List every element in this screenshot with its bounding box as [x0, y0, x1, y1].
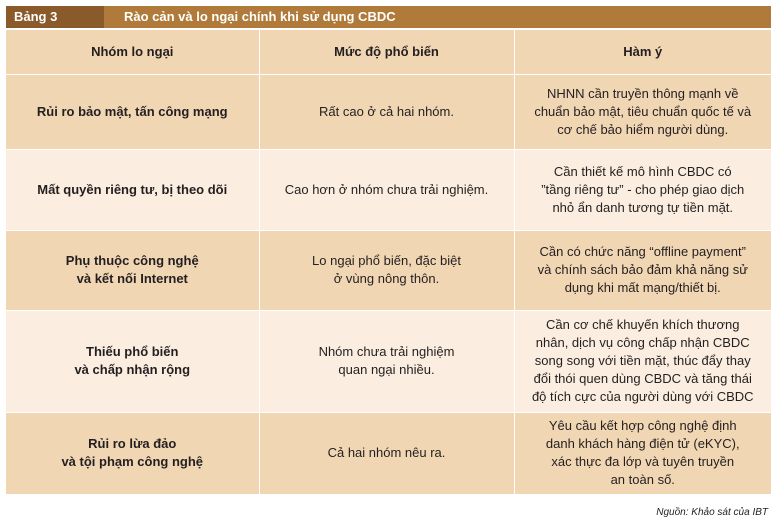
cell-line: Cần có chức năng “offline payment” [539, 244, 746, 259]
table-title: Rào cản và lo ngại chính khi sử dụng CBDC [124, 9, 396, 24]
barriers-table [6, 30, 771, 495]
prevalence-cell [259, 230, 514, 310]
prevalence-cell [259, 74, 514, 149]
table-row [6, 310, 771, 412]
cell-line: Thiếu phổ biến [86, 344, 179, 359]
cell-line: và chấp nhận rộng [74, 362, 191, 377]
cell-line: cơ chế bảo hiểm người dùng. [557, 121, 729, 137]
implication-cell [514, 149, 771, 230]
table-row [6, 412, 771, 494]
table-row [6, 230, 771, 310]
prevalence-cell [259, 310, 514, 412]
cell-line: và chính sách bảo đảm khả năng sử [537, 262, 748, 277]
cell-line: dụng khi mất mạng/thiết bị. [564, 280, 721, 295]
cell-line: Rủi ro lừa đảo [88, 436, 177, 451]
prevalence-cell [259, 149, 514, 230]
cell-line: và kết nối Internet [76, 271, 188, 286]
cell-line: Lo ngại phổ biến, đặc biệt [312, 253, 461, 268]
cell-line: nhỏ ẩn danh tương tự tiền mặt. [552, 199, 734, 215]
concern-group-cell [6, 149, 259, 230]
cell-line: NHNN cần truyền thông mạnh về [547, 85, 739, 101]
implication-cell [514, 230, 771, 310]
cell-line: đổi thói quen dùng CBDC và tăng thái [533, 371, 752, 386]
cell-line: ”tầng riêng tư” - cho phép giao dịch [541, 181, 745, 197]
cell-line: và tội phạm công nghệ [61, 454, 204, 469]
table-header-row [6, 30, 771, 74]
table-row [6, 74, 771, 149]
source-note: Nguồn: Khảo sát của IBT [656, 507, 768, 518]
table-title-bar [6, 6, 771, 28]
implication-cell [514, 74, 771, 149]
cell-line: ở vùng nông thôn. [333, 271, 440, 286]
concern-group-cell [6, 412, 259, 494]
cell-line: độ tích cực của người dùng với CBDC [531, 389, 754, 404]
header-prevalence: Mức độ phổ biến [259, 30, 514, 74]
cell-line: Mất quyền riêng tư, bị theo dõi [37, 181, 228, 197]
cell-line: song song với tiền mặt, thúc đẩy thay [534, 353, 751, 368]
concern-group-cell [6, 230, 259, 310]
cell-line: Cả hai nhóm nêu ra. [327, 445, 446, 460]
cell-line: nhân, dịch vụ công chấp nhận CBDC [535, 335, 750, 350]
cell-line: Nhóm chưa trải nghiệm [318, 344, 455, 359]
cell-line: Rủi ro bảo mật, tấn công mạng [36, 103, 228, 119]
table-number-label: Bảng 3 [6, 6, 104, 28]
concern-group-cell [6, 74, 259, 149]
cell-line: Cần thiết kế mô hình CBDC có [553, 163, 732, 179]
cell-line: Cần cơ chế khuyến khích thương [546, 317, 740, 332]
table-row [6, 149, 771, 230]
concern-group-cell [6, 310, 259, 412]
cell-line: danh khách hàng điện tử (eKYC), [545, 436, 740, 451]
cell-line: Yêu cầu kết hợp công nghệ định [548, 418, 737, 433]
cell-line: quan ngại nhiều. [338, 362, 435, 377]
prevalence-cell [259, 412, 514, 494]
implication-cell [514, 412, 771, 494]
cell-line: Rất cao ở cả hai nhóm. [319, 103, 454, 119]
implication-cell [514, 310, 771, 412]
header-concern-group: Nhóm lo ngại [6, 30, 259, 74]
cell-line: an toàn số. [610, 472, 675, 487]
cell-line: chuẩn bảo mật, tiêu chuẩn quốc tế và [534, 103, 752, 119]
header-implication: Hàm ý [514, 30, 771, 74]
cell-line: xác thực đa lớp và tuyên truyền [551, 454, 735, 469]
cell-line: Phụ thuộc công nghệ [65, 253, 199, 268]
cell-line: Cao hơn ở nhóm chưa trải nghiệm. [284, 181, 489, 197]
